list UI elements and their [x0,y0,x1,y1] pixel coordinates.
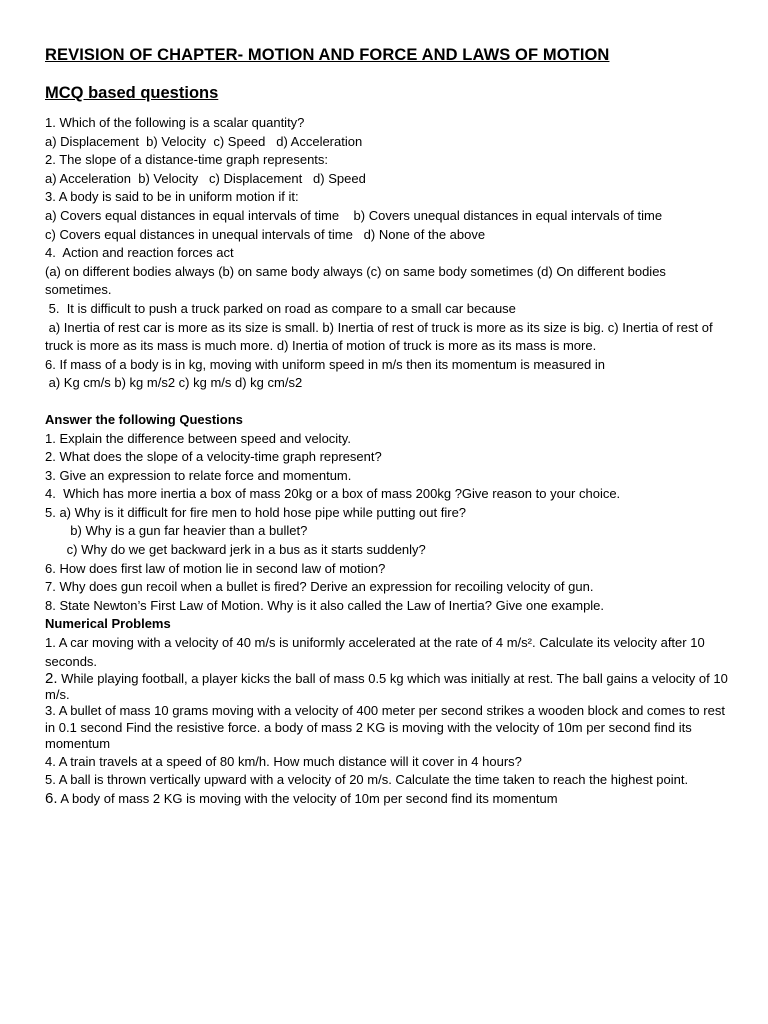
numerical-question-4: 4. A train travels at a speed of 80 km/h. How much distance will it cover in 4 hours? [45,753,522,769]
answer-heading: Answer the following Questions [45,411,243,427]
numerical-heading: Numerical Problems [45,616,171,632]
mcq-line: a) Covers equal distances in equal intervals of time b) Covers unequal distances in equal intervals of time [45,207,663,223]
answer-line: 5. a) Why is it difficult for fire men to hold hose pipe while putting out fire? [45,504,467,520]
mcq-line: a) Inertia of rest car is more as its size is small. b) Inertia of rest of truck is more as its size is big. c) Inertia of rest of truck is more as its mass is much more. d) Inertia of motion of truck is more as its mass is more. [45,319,717,354]
answer-line: c) Why do we get backward jerk in a bus as it starts suddenly? [45,542,426,558]
answer-line: 8. State Newton’s First Law of Motion. Why is it also called the Law of Inertia? Give one example. [45,597,605,613]
mcq-line: 6. If mass of a body is in kg, moving with uniform speed in m/s then its momentum is measured in [45,356,605,372]
mcq-line: a) Displacement b) Velocity c) Speed d) Acceleration [45,133,363,149]
numerical-question-1: 1. A car moving with a velocity of 40 m/s is uniformly accelerated at the rate of 4 m/s². Calculate its velocity after 10 seconds. [45,635,709,669]
numerical-question-5: 5. A ball is thrown vertically upward with a velocity of 20 m/s. Calculate the time taken to reach the highest point. [45,772,689,788]
mcq-line: c) Covers equal distances in unequal intervals of time d) None of the above [45,226,486,242]
spacer [45,393,728,411]
numerical-question-6 [45,790,728,809]
mcq-line: (a) on different bodies always (b) on same body always (c) on same body sometimes (d) On different bodies sometimes. [45,263,670,298]
numerical-question-3: 3. A bullet of mass 10 grams moving with a velocity of 400 meter per second strikes a wooden block and comes to rest in 0.1 second Find the resistive force. a body of mass 2 KG is moving with the velocity of 10m per second find its momentum [45,703,729,752]
mcq-line: a) Kg cm/s b) kg m/s2 c) kg m/s d) kg cm/s2 [45,375,303,391]
mcq-line: 2. The slope of a distance-time graph represents: [45,152,329,168]
mcq-line: 1. Which of the following is a scalar quantity? [45,115,305,130]
numerical-question-2 [45,670,732,703]
mcq-line: a) Acceleration b) Velocity c) Displacement d) Speed [45,170,366,186]
mcq-line: 5. It is difficult to push a truck parked on road as compare to a small car because [45,300,516,316]
answer-line: 4. Which has more inertia a box of mass 20kg or a box of mass 200kg ?Give reason to your choice. [45,486,621,502]
mcq-line: 4. Action and reaction forces act [45,245,234,261]
answer-list [45,430,728,616]
mcq-heading: MCQ based questions [45,84,219,102]
question-number: 6. [45,789,58,807]
question-text: A body of mass 2 KG is moving with the velocity of 10m per second find its momentum [57,790,558,806]
question-number: 2. [45,670,58,688]
question-text: While playing football, a player kicks the ball of mass 0.5 kg which was initially at rest. The ball gains a velocity of 10 m/s. [45,671,732,703]
answer-line: 3. Give an expression to relate force and momentum. [45,467,352,483]
numerical-list [45,634,732,808]
answer-line: 7. Why does gun recoil when a bullet is fired? Derive an expression for recoiling velocity of gun. [45,579,594,595]
answer-line: 1. Explain the difference between speed and velocity. [45,430,351,446]
page-title: REVISION OF CHAPTER- MOTION AND FORCE AND LAWS OF MOTION [45,46,610,64]
answer-line: 6. How does first law of motion lie in second law of motion? [45,560,386,576]
answer-line: b) Why is a gun far heavier than a bullet? [45,523,308,539]
mcq-list [45,114,728,393]
answer-line: 2. What does the slope of a velocity-time graph represent? [45,449,382,465]
mcq-line: 3. A body is said to be in uniform motion if it: [45,189,299,205]
